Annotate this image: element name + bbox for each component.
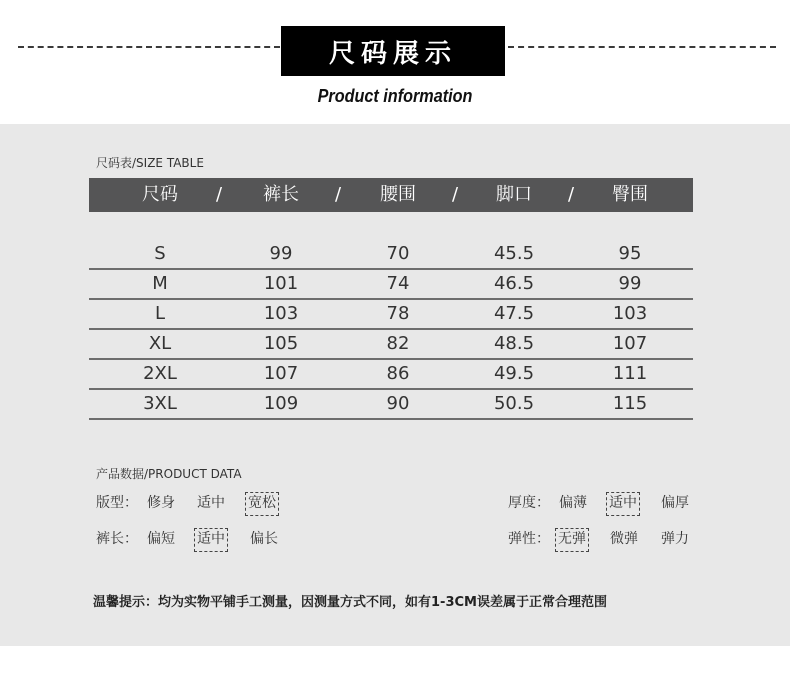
cell-hem: 50.5 <box>493 393 535 414</box>
fit-attribute <box>96 492 296 516</box>
cell-waist: 78 <box>386 303 410 324</box>
header-dash-right <box>508 46 776 48</box>
table-row <box>89 358 693 390</box>
header-separator: / <box>568 184 575 205</box>
table-row <box>89 268 693 300</box>
page-subtitle: Product information <box>317 86 473 106</box>
cell-size: M <box>152 273 168 294</box>
header-size: 尺码 <box>142 184 178 205</box>
cell-size: XL <box>148 333 172 354</box>
elasticity-option-stretch: 弹力 <box>661 531 689 547</box>
measurement-notice: 温馨提示：均为实物平铺手工测量，因测量方式不同，如有1-3CM误差属于正常合理范围 <box>93 595 607 610</box>
table-row <box>89 238 693 270</box>
header-length: 裤长 <box>263 184 299 205</box>
cell-size: 2XL <box>143 363 177 384</box>
thickness-attribute <box>508 492 698 516</box>
cell-waist: 86 <box>386 363 410 384</box>
thickness-option-thin: 偏薄 <box>559 495 587 511</box>
cell-size: L <box>154 303 166 324</box>
cell-waist: 90 <box>386 393 410 414</box>
table-row <box>89 328 693 360</box>
product-data-label: 产品数据/PRODUCT DATA <box>96 467 242 481</box>
header-hip: 臀围 <box>612 184 648 205</box>
header-separator: / <box>335 184 342 205</box>
cell-hip: 103 <box>612 303 648 324</box>
cell-size: S <box>154 243 166 264</box>
cell-waist: 70 <box>386 243 410 264</box>
elasticity-attribute <box>508 528 698 552</box>
length-option-medium-selected: 适中 <box>194 528 228 552</box>
cell-size: 3XL <box>143 393 177 414</box>
cell-length: 99 <box>269 243 293 264</box>
elasticity-option-none-selected: 无弹 <box>555 528 589 552</box>
fit-option-slim: 修身 <box>147 495 175 511</box>
cell-hip: 99 <box>618 273 642 294</box>
table-row <box>89 388 693 420</box>
size-table-header <box>89 178 693 212</box>
elasticity-option-slight: 微弹 <box>610 531 638 547</box>
fit-option-regular: 适中 <box>197 495 225 511</box>
elasticity-label: 弹性： <box>508 531 550 547</box>
thickness-option-medium-selected: 适中 <box>606 492 640 516</box>
header-hem: 脚口 <box>496 184 532 205</box>
cell-hem: 46.5 <box>493 273 535 294</box>
cell-hem: 48.5 <box>493 333 535 354</box>
cell-length: 109 <box>263 393 299 414</box>
size-table-label: 尺码表/SIZE TABLE <box>96 156 204 170</box>
header-separator: / <box>452 184 459 205</box>
cell-length: 103 <box>263 303 299 324</box>
cell-hip: 111 <box>612 363 648 384</box>
length-option-short: 偏短 <box>147 531 175 547</box>
header-separator: / <box>216 184 223 205</box>
header-waist: 腰围 <box>380 184 416 205</box>
thickness-label: 厚度： <box>508 495 550 511</box>
fit-option-loose-selected: 宽松 <box>245 492 279 516</box>
cell-waist: 82 <box>386 333 410 354</box>
length-label: 裤长： <box>96 531 138 547</box>
cell-hem: 45.5 <box>493 243 535 264</box>
cell-hem: 47.5 <box>493 303 535 324</box>
cell-hem: 49.5 <box>493 363 535 384</box>
cell-length: 107 <box>263 363 299 384</box>
cell-length: 105 <box>263 333 299 354</box>
cell-length: 101 <box>263 273 299 294</box>
length-attribute <box>96 528 296 552</box>
thickness-option-thick: 偏厚 <box>661 495 689 511</box>
cell-hip: 115 <box>612 393 648 414</box>
fit-label: 版型： <box>96 495 138 511</box>
length-option-long: 偏长 <box>250 531 278 547</box>
cell-hip: 107 <box>612 333 648 354</box>
cell-hip: 95 <box>618 243 642 264</box>
header-dash-left <box>18 46 280 48</box>
table-row <box>89 298 693 330</box>
page-title: 尺码展示 <box>281 26 505 76</box>
cell-waist: 74 <box>386 273 410 294</box>
